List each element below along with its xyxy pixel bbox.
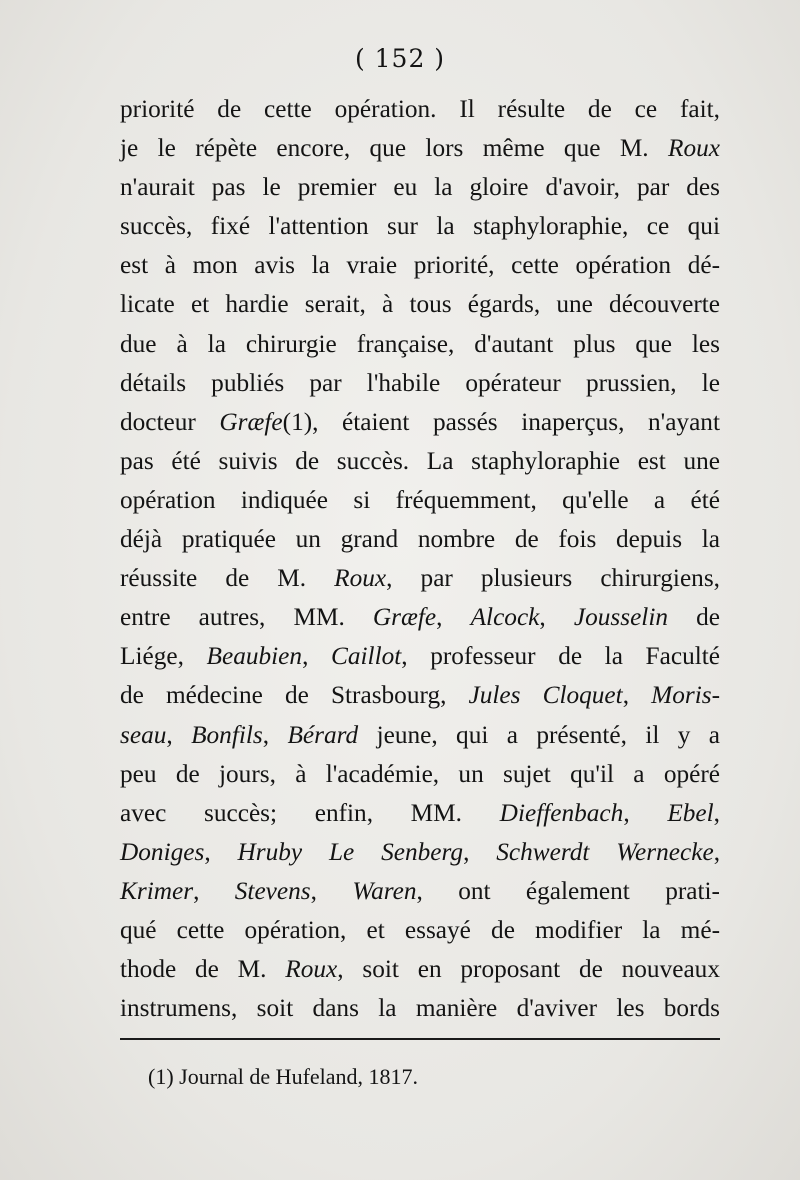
text-segment: , professeur de la Faculté bbox=[401, 642, 721, 671]
text-line bbox=[120, 90, 720, 129]
text-segment: , bbox=[622, 681, 652, 710]
text-line bbox=[120, 598, 720, 637]
italic-name: seau bbox=[120, 720, 167, 749]
italic-name: Bonfils bbox=[191, 720, 263, 749]
text-segment: avec succès; enfin, MM. bbox=[120, 798, 500, 827]
page-number: ( 152 ) bbox=[354, 44, 446, 73]
italic-name: Alcock bbox=[470, 603, 540, 632]
text-segment: de médecine de Strasbourg, bbox=[120, 681, 469, 710]
italic-name: Ebel bbox=[667, 798, 714, 827]
text-line bbox=[120, 403, 720, 442]
text-segment: , soit en proposant de nouveaux bbox=[337, 955, 720, 984]
text-segment: , bbox=[713, 798, 720, 827]
italic-name: Moris- bbox=[651, 681, 720, 710]
italic-name: Hruby Le Senberg bbox=[237, 837, 464, 866]
text-segment: peu de jours, à l'académie, un sujet qu'il a opéré bbox=[120, 759, 720, 788]
footnote-rule bbox=[120, 1038, 720, 1040]
text-segment: , bbox=[623, 798, 668, 827]
text-segment: n'aurait pas le premier eu la gloire d'avoir, par des bbox=[120, 173, 720, 202]
text-segment: priorité de cette opération. Il résulte de ce fait, bbox=[120, 95, 720, 123]
text-line bbox=[120, 794, 720, 833]
text-segment: est à mon avis la vraie priorité, cette opération dé- bbox=[120, 251, 720, 280]
italic-name: Jousselin bbox=[573, 603, 669, 632]
text-segment: , bbox=[204, 837, 238, 866]
text-segment: , bbox=[436, 603, 471, 632]
italic-name: Schwerdt Wernecke bbox=[496, 837, 714, 866]
text-segment: , bbox=[713, 837, 721, 866]
italic-name: Græfe bbox=[219, 407, 283, 436]
text-line bbox=[120, 716, 720, 755]
text-segment: , bbox=[302, 642, 331, 671]
italic-name: Bérard bbox=[287, 720, 359, 749]
text-line bbox=[120, 989, 720, 1028]
text-segment: réussite de M. bbox=[120, 564, 335, 593]
text-segment: , bbox=[166, 720, 192, 749]
text-line bbox=[120, 755, 720, 794]
text-segment: entre autres, MM. bbox=[120, 603, 373, 632]
text-line bbox=[120, 481, 720, 520]
text-segment: pas été suivis de succès. La staphyloraphie est une bbox=[120, 446, 720, 475]
text-line bbox=[120, 911, 720, 950]
italic-name: Stevens bbox=[234, 876, 311, 905]
text-segment: succès, fixé l'attention sur la staphyloraphie, ce qui bbox=[120, 212, 720, 241]
text-segment: je le répète encore, que lors même que M. bbox=[120, 134, 669, 163]
text-line bbox=[120, 637, 720, 676]
text-line bbox=[120, 364, 720, 403]
text-segment: , bbox=[193, 876, 235, 905]
body-text bbox=[120, 90, 720, 1028]
text-line bbox=[120, 168, 720, 207]
text-segment: docteur bbox=[120, 407, 220, 436]
text-segment: jeune, qui a présenté, il y a bbox=[358, 720, 720, 749]
text-segment: qué cette opération, et essayé de modifier la mé- bbox=[120, 915, 720, 944]
text-segment: de bbox=[668, 603, 720, 632]
text-line bbox=[120, 559, 720, 598]
text-line bbox=[120, 129, 720, 168]
text-segment: détails publiés par l'habile opérateur prussien, le bbox=[120, 368, 720, 397]
text-segment: , par plusieurs chirurgiens, bbox=[386, 564, 720, 593]
footnote: (1) Journal de Hufeland, 1817. bbox=[148, 1064, 419, 1089]
text-line bbox=[120, 207, 720, 246]
text-segment: thode de M. bbox=[120, 955, 286, 984]
text-segment: opération indiquée si fréquemment, qu'elle a été bbox=[120, 485, 720, 514]
text-segment: , bbox=[262, 720, 288, 749]
italic-name: Caillot bbox=[331, 642, 402, 671]
text-segment: instrumens, soit dans la manière d'aviver les bords bbox=[120, 994, 720, 1023]
italic-name: Græfe bbox=[372, 603, 437, 632]
text-line bbox=[120, 325, 720, 364]
text-segment: déjà pratiquée un grand nombre de fois depuis la bbox=[120, 525, 720, 554]
italic-name: Doniges bbox=[120, 837, 205, 866]
italic-name: Beaubien bbox=[206, 642, 303, 671]
text-segment: , ont également prati- bbox=[416, 876, 720, 905]
italic-name: Roux bbox=[334, 564, 387, 593]
text-segment: (1), étaient passés inaperçus, n'ayant bbox=[282, 407, 720, 436]
text-line bbox=[120, 676, 720, 715]
text-line bbox=[120, 950, 720, 989]
text-line bbox=[120, 833, 720, 872]
text-segment: Liége, bbox=[120, 642, 207, 671]
italic-name: Jules Cloquet bbox=[468, 681, 623, 710]
italic-name: Waren bbox=[352, 876, 417, 905]
text-line bbox=[120, 246, 720, 285]
text-segment: licate et hardie serait, à tous égards, une découverte bbox=[120, 290, 720, 319]
italic-name: Dieffenbach bbox=[499, 798, 624, 827]
italic-name: Roux bbox=[668, 134, 720, 163]
italic-name: Krimer bbox=[120, 876, 194, 905]
text-line bbox=[120, 872, 720, 911]
text-segment: , bbox=[463, 837, 497, 866]
text-segment: , bbox=[310, 876, 353, 905]
text-line bbox=[120, 285, 720, 324]
text-segment: due à la chirurgie française, d'autant plus que les bbox=[120, 329, 720, 358]
text-segment: , bbox=[539, 603, 574, 632]
text-line bbox=[120, 442, 720, 481]
text-line bbox=[120, 520, 720, 559]
italic-name: Roux bbox=[285, 955, 338, 984]
